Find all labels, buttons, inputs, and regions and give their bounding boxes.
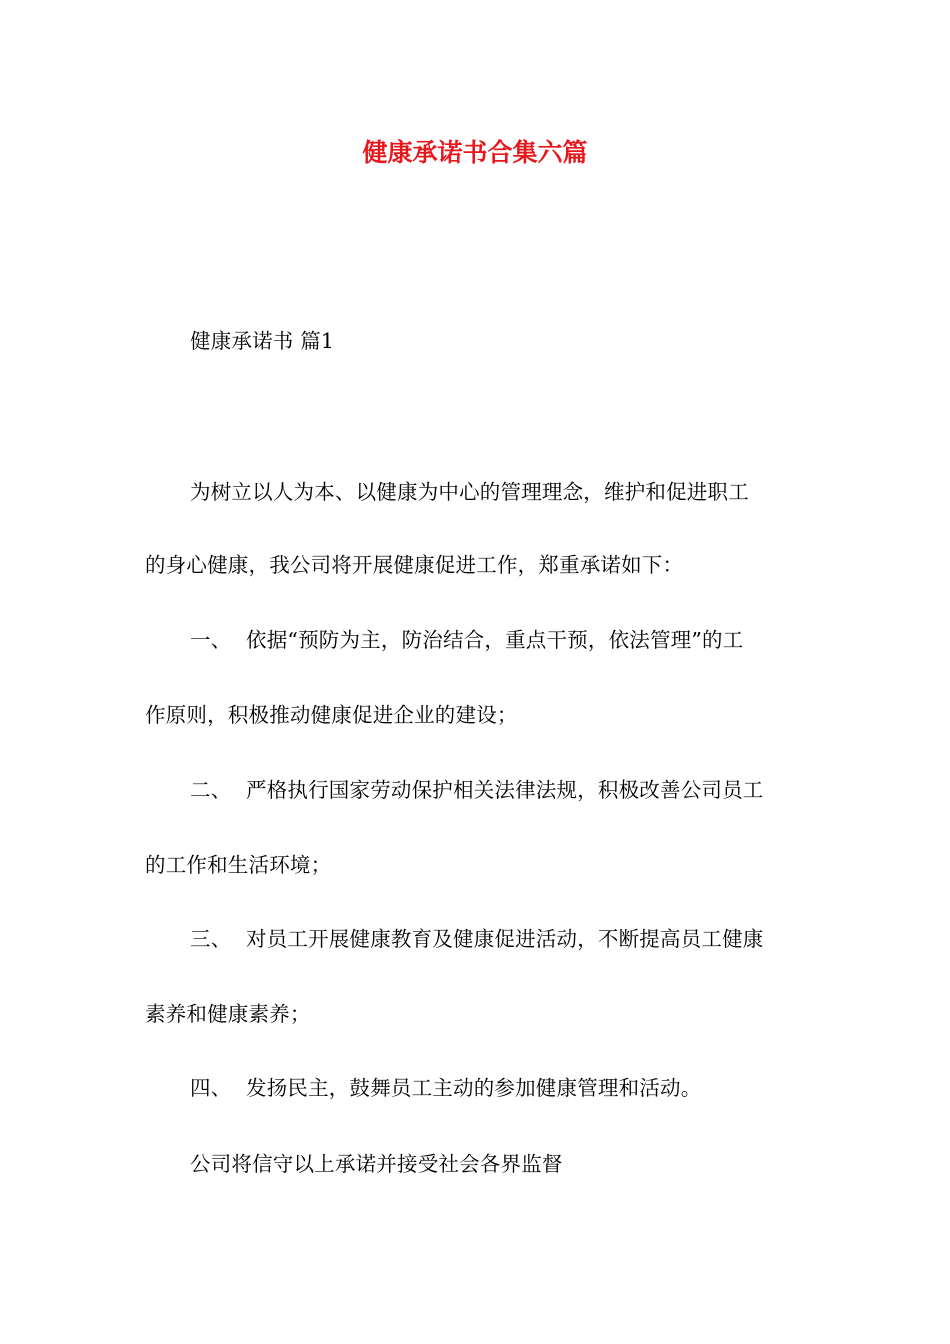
item-3-number: 三、 <box>190 927 232 951</box>
closing-statement: 公司将信守以上承诺并接受社会各界监督 <box>190 1152 563 1176</box>
item-4-text: 发扬民主，鼓舞员工主动的参加健康管理和活动。 <box>246 1076 702 1100</box>
item-1-line-2: 作原则，积极推动健康促进企业的建设； <box>145 703 518 727</box>
item-1-number: 一、 <box>190 628 232 652</box>
intro-paragraph-line-1: 为树立以人为本、以健康为中心的管理理念，维护和促进职工 <box>190 480 749 504</box>
item-1-text: 依据“预防为主，防治结合，重点干预，依法管理”的工 <box>246 628 744 652</box>
item-1-line-1 <box>190 625 743 655</box>
document-title: 健康承诺书合集六篇 <box>362 138 588 167</box>
item-4-line-1 <box>190 1073 701 1103</box>
intro-paragraph-line-2: 的身心健康，我公司将开展健康促进工作，郑重承诺如下： <box>145 553 684 577</box>
item-3-text: 对员工开展健康教育及健康促进活动，不断提高员工健康 <box>246 927 764 951</box>
item-2-line-1 <box>190 775 764 805</box>
item-4-number: 四、 <box>190 1076 232 1100</box>
item-3-line-1 <box>190 924 764 954</box>
item-2-line-2: 的工作和生活环境； <box>145 853 332 877</box>
item-2-number: 二、 <box>190 778 232 802</box>
item-3-line-2: 素养和健康素养； <box>145 1002 311 1026</box>
item-2-text: 严格执行国家劳动保护相关法律法规，积极改善公司员工 <box>246 778 764 802</box>
section-heading: 健康承诺书 篇1 <box>190 329 335 353</box>
